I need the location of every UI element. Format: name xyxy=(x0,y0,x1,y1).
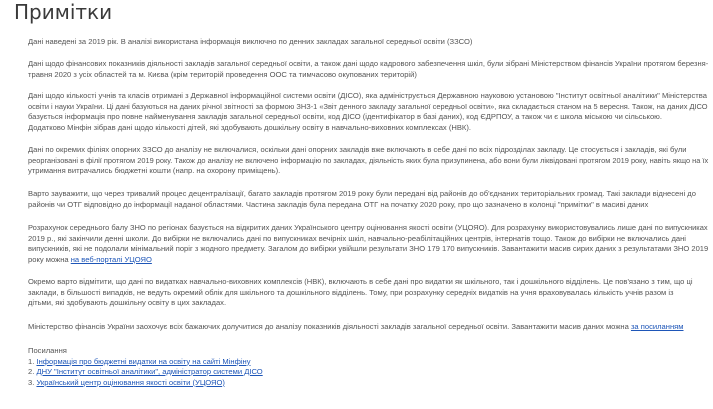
source-link-ucoyo[interactable]: Український центр оцінювання якості освіти (УЦОЯО) xyxy=(36,377,225,387)
source-number: 1. xyxy=(28,356,37,366)
text-line: Дані наведені за 2019 рік. В аналізі використана інформація виключно по денних закладах загальної середньої освіти (ЗЗСО) xyxy=(28,37,473,46)
text-line: 2019 р., які закінчили денні школи. До вибірки не включались дані по випускниках вечірніх шкіл, навчально-реабілітаційних центрів, інтернатів тощо. Також до вибірки не включались дані xyxy=(28,233,686,243)
text-line: освіти і науки України. Ці дані базуються на даних річної звітності за формою ЗНЗ-1 «Звіт денного закладу загальної середньої освіти», яка складається станом на 5 вересня. Також, на даних ДІСО xyxy=(28,101,708,111)
page-title: Примітки xyxy=(14,0,113,24)
text-line: Дані щодо кількості учнів та класів отримані з Державної інформаційної системи освіти (ДІСО), яка адмініструється Державною науковою установою "Інститут освітньої аналітики" Міністерства xyxy=(28,91,707,100)
source-link-dno-ioa[interactable]: ДНУ "Інститут освітньої аналітики", адміністратор системи ДІСО xyxy=(36,367,263,376)
note-paragraph-decentralization xyxy=(28,189,700,210)
text-line xyxy=(28,255,700,266)
text-fragment: року можна xyxy=(28,254,71,264)
text-line: районів чи ОТГ відповідно до інформації наданої областями. Частина закладів була передана ОТГ на початку 2020 року, про що зазначено в колонці "примітки" в масиві даних xyxy=(28,199,649,209)
text-line: Дані щодо фінансових показників діяльності закладів загальної середньої освіти, а також дані щодо кадрового забезпечення шкіл, були зібрані Міністерством фінансів України протягом березня- xyxy=(28,59,709,68)
text-line: Окремо варто відмітити, що дані по видатках навчально-виховних комплексів (НВК), включають в себе дані про видатки як шкільного, так і дошкільного відділень. Це пов'язано з тим, що ці xyxy=(28,277,693,286)
text-line: травня 2020 з усіх областей та м. Києва (крім територій проведення ООС та тимчасово окупованих територій) xyxy=(28,69,417,79)
text-line: Варто зауважити, що через тривалий процес децентралізації, багато закладів протягом 2019 року були передані від районів до об'єднаних територіальних громад. Такі заклади віднесені до xyxy=(28,189,696,198)
text-line: Дані по окремих філіях опорних ЗЗСО до аналізу не включалися, оскільки дані опорних закладів вже включають в себе дані по всіх підрозділах закладу. Це стосується і закладів, які були xyxy=(28,145,687,154)
text-line: Додатково Мінфін зібрав дані щодо кількості дітей, які здобувають дошкільну освіту в навчально-виховних комплексах (НВК). xyxy=(28,122,471,132)
note-paragraph-download xyxy=(28,322,700,333)
source-number: 2. xyxy=(28,367,37,376)
source-item xyxy=(28,367,700,378)
note-paragraph-nvk xyxy=(28,277,700,309)
note-paragraph-finance-data xyxy=(28,59,709,80)
note-paragraph-diso-data xyxy=(28,91,708,133)
note-paragraph-branches xyxy=(28,145,709,177)
note-paragraph-scope xyxy=(28,37,700,48)
text-line: заклади, в більшості випадків, не ведуть окремий облік для шкільного та дошкільного відділень. Тому, при розрахунку середніх видатків на учня враховувалась кількість учнів разом із xyxy=(28,287,674,297)
text-fragment: Міністерство фінансів України заохочує всіх бажаючих долучитися до аналізу показників діяльності закладів загальної середньої освіти. Завантажити масив даних можна xyxy=(28,322,631,331)
text-line: випускників, які не подолали мінімальний поріг з жодного предмету. Загалом до вибірки увійшли результати ЗНО 179 170 випускників. Завантажити масив сирих даних з результатами ЗНО 2019 xyxy=(28,244,709,253)
text-line xyxy=(28,322,700,333)
sources-heading: Посилання xyxy=(28,346,67,355)
source-item xyxy=(28,378,700,389)
source-link-minfin[interactable]: Інформація про бюджетні видатки на освіту на сайті Мінфіну xyxy=(36,356,251,366)
ucoyo-portal-link[interactable]: на веб-порталі УЦОЯО xyxy=(70,254,152,264)
dataset-download-link[interactable]: за посиланням xyxy=(630,322,684,331)
text-line: Розрахунок середнього балу ЗНО по регіонах базується на відкритих даних Українського центру оцінювання якості освіти (УЦОЯО). Для розрахунку використовувались лише дані по випускниках xyxy=(28,223,708,232)
text-line: базується інформація про повне найменування закладів загальної середньої освіти, код ДІСО (ідентифікатор в базі даних), код ЄДРПОУ, а також чи є школа міською чи сільською. xyxy=(28,112,662,121)
sources-list xyxy=(28,346,700,388)
source-item xyxy=(28,357,700,368)
text-line: реорганізовані в філії протягом 2019 року. Також до аналізу не включено інформацію по закладах, діяльність яких була призупинена, або вони були ліквідовані протягом 2019 року, навіть якщо на їх xyxy=(28,155,709,165)
note-paragraph-zno xyxy=(28,223,709,265)
source-number: 3. xyxy=(28,377,37,387)
text-line: дітьми, які здобувають дошкільну освіту в цих закладах. xyxy=(28,298,227,307)
text-line: утримання витрачались бюджетні кошти (напр. на охорону приміщень). xyxy=(28,166,281,175)
